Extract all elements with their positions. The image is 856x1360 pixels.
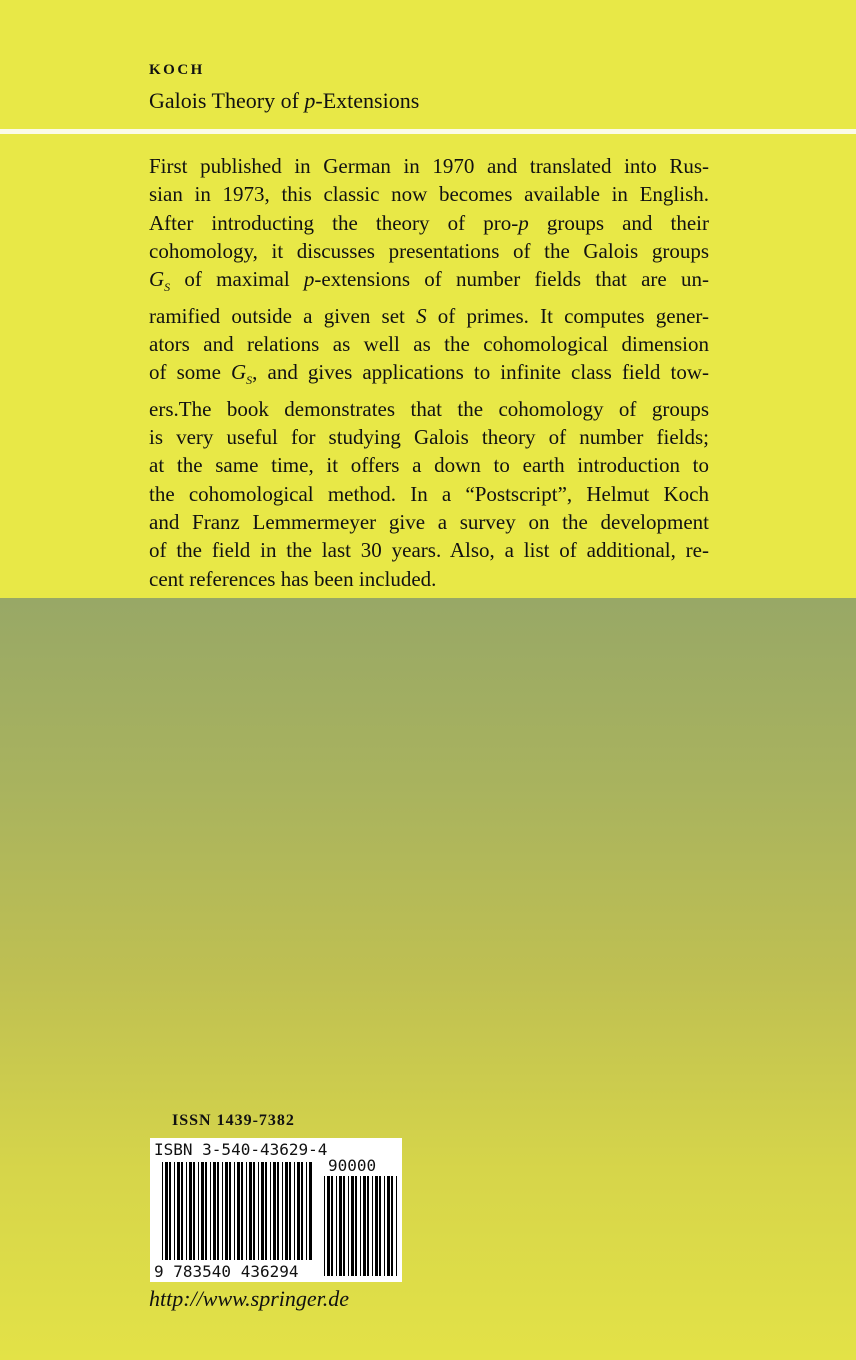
book-title [149, 88, 419, 114]
blurb-text: , and gives applications to infinite class field tow- [252, 360, 710, 385]
barcode-bar [258, 1162, 259, 1260]
isbn-number: ISBN 3-540-43629-4 [154, 1140, 328, 1159]
barcode-bar [253, 1162, 255, 1260]
blurb-line: cent references has been included. [149, 566, 437, 591]
barcode-bar [372, 1176, 373, 1276]
barcode-bar [169, 1162, 171, 1260]
blurb-text: ramified outside a given set [149, 303, 417, 328]
barcode-bar [193, 1162, 195, 1260]
barcode-bar [301, 1162, 303, 1260]
blurb-math: S [416, 303, 427, 328]
barcode-bar [396, 1176, 397, 1276]
barcode-bar [246, 1162, 247, 1260]
barcode-bar [229, 1162, 231, 1260]
blurb-math: G [149, 267, 165, 292]
barcode-bar [391, 1176, 393, 1276]
barcode-bar [379, 1176, 381, 1276]
barcode-bar [309, 1162, 312, 1260]
barcode-bar [387, 1176, 390, 1276]
author-name: KOCH [149, 62, 205, 78]
barcode-bar [339, 1176, 342, 1276]
blurb-line [149, 209, 709, 237]
barcode-bar [270, 1162, 271, 1260]
barcode-bar [261, 1162, 264, 1260]
blurb-line: is very useful for studying Galois theory of number fields; [149, 425, 709, 450]
lower-gradient-panel [0, 598, 856, 1360]
barcode-bar [282, 1162, 283, 1260]
barcode-bar [217, 1162, 219, 1260]
barcode-bar [174, 1162, 175, 1260]
blurb-line: at the same time, it offers a down to earth introduction to [149, 453, 709, 478]
barcode-bar [297, 1162, 300, 1260]
barcode-bar [181, 1162, 183, 1260]
blurb-line: of the field in the last 30 years. Also, a list of additional, re- [149, 538, 709, 563]
barcode-bar [234, 1162, 235, 1260]
header-rule [0, 129, 856, 134]
barcode-bar [237, 1162, 240, 1260]
blurb-line [149, 302, 709, 330]
barcode-bar [367, 1176, 369, 1276]
blurb-text: After introducting the theory of pro- [149, 210, 519, 235]
barcode-bar [363, 1176, 366, 1276]
blurb-text: of some [149, 360, 231, 385]
barcode-bar [201, 1162, 204, 1260]
barcode-bar [225, 1162, 228, 1260]
blurb-text: -extensions of number fields that are un- [314, 267, 709, 292]
barcode-bar [384, 1176, 385, 1276]
barcode-bar [210, 1162, 211, 1260]
barcode-bar [351, 1176, 354, 1276]
blurb-line [149, 358, 709, 394]
blurb-math-sub: S [164, 280, 171, 295]
barcode-bar [348, 1176, 349, 1276]
barcode-bar [162, 1162, 163, 1260]
blurb-math: p [518, 210, 529, 235]
barcode-bar [249, 1162, 252, 1260]
barcode-bar [355, 1176, 357, 1276]
barcode-bar [177, 1162, 180, 1260]
blurb-line: sian in 1973, this classic now becomes available in English. [149, 182, 709, 207]
blurb-line [149, 265, 709, 301]
barcode-bar [375, 1176, 378, 1276]
book-description [149, 152, 709, 593]
blurb-text: of maximal [170, 267, 304, 292]
blurb-math-sub: S [246, 373, 253, 388]
barcode-bar [265, 1162, 267, 1260]
ean-digits: 9 783540 436294 [154, 1262, 299, 1281]
barcode-bar [241, 1162, 243, 1260]
barcode-bar [189, 1162, 192, 1260]
blurb-math: p [303, 267, 315, 292]
barcode-bar [336, 1176, 337, 1276]
barcode-bar [213, 1162, 216, 1260]
barcode-bar [360, 1176, 361, 1276]
barcode-bar [289, 1162, 291, 1260]
issn-label: ISSN 1439-7382 [172, 1112, 295, 1129]
barcode-bar [198, 1162, 199, 1260]
barcode-bar [285, 1162, 288, 1260]
barcode-bar [324, 1176, 325, 1276]
title-variable: p [304, 88, 316, 113]
blurb-line: ators and relations as well as the cohomological dimension [149, 331, 709, 356]
blurb-math: G [231, 360, 247, 385]
title-suffix: -Extensions [315, 88, 420, 113]
barcode-bar [277, 1162, 279, 1260]
barcode-bar [306, 1162, 307, 1260]
blurb-line: First published in German in 1970 and translated into Rus- [149, 154, 709, 178]
barcode-bar [165, 1162, 168, 1260]
publisher-url: http://www.springer.de [149, 1286, 350, 1311]
title-prefix: Galois Theory of [149, 88, 305, 113]
blurb-line: the cohomological method. In a “Postscript”, Helmut Koch [149, 481, 709, 506]
price-addon: 90000 [328, 1156, 377, 1175]
barcode-bar [294, 1162, 295, 1260]
barcode-bar [186, 1162, 187, 1260]
blurb-line: and Franz Lemmermeyer give a survey on the development [149, 509, 709, 534]
barcode-bar [331, 1176, 333, 1276]
blurb-text: of primes. It computes gener- [426, 303, 709, 328]
barcode-bar [327, 1176, 330, 1276]
barcode-bar [273, 1162, 276, 1260]
blurb-line: cohomology, it discusses presentations of the Galois groups [149, 238, 709, 263]
blurb-line: ers.The book demonstrates that the cohomology of groups [149, 396, 709, 421]
barcode-bar [205, 1162, 207, 1260]
isbn-barcode [150, 1138, 402, 1282]
blurb-text: groups and their [528, 210, 709, 235]
barcode-bar [222, 1162, 223, 1260]
barcode-bar [343, 1176, 345, 1276]
